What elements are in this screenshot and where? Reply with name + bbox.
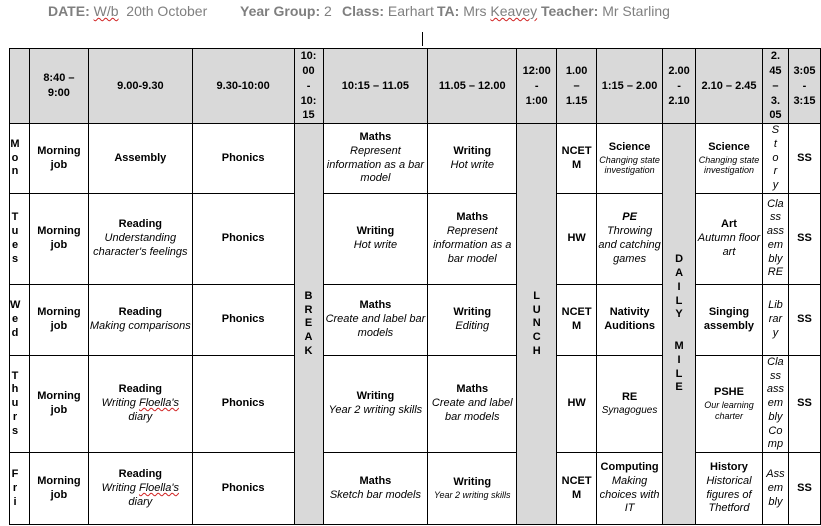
lesson-cell: RE Synagogues [597, 355, 663, 452]
date-field [48, 3, 207, 19]
afternoon-activity-cell: Cla ss ass em bly RE [762, 193, 788, 284]
timetable [9, 48, 821, 525]
time-header: 9.30-10:00 [192, 49, 294, 124]
day-label-monday: M o n [10, 124, 30, 194]
corner-cell [10, 49, 30, 124]
ta-title: Mrs [463, 3, 487, 19]
time-header: 12:00 - 1:00 [517, 49, 557, 124]
morning-job-cell: Morning job [29, 453, 88, 525]
ss-cell: SS [788, 453, 820, 525]
lesson-cell: Phonics [192, 193, 294, 284]
lesson-cell: PE Throwing and catching games [597, 193, 663, 284]
afternoon-activity-cell: S t o r y [762, 124, 788, 194]
afternoon-activity-cell: Cla ss ass em bly Co mp [762, 355, 788, 452]
class-value: Earhart [387, 3, 434, 19]
year-group-label: Year Group: [240, 3, 321, 19]
lesson-cell: Science Changing state investigation [696, 124, 763, 194]
lesson-cell: PSHE Our learning charter [696, 355, 763, 452]
teacher-value: Mr Starling [602, 3, 670, 19]
lesson-cell: Phonics [192, 284, 294, 355]
lesson-cell: Writing Editing [428, 284, 517, 355]
afternoon-activity-cell: Lib rar y [762, 284, 788, 355]
day-label-thursday: T h u r s [10, 355, 30, 452]
ss-cell: SS [788, 124, 820, 194]
time-header: 8:40 – 9:00 [29, 49, 88, 124]
lesson-cell: Computing Making choices with IT [597, 453, 663, 525]
lesson-cell: Reading Understanding character's feelings [88, 193, 192, 284]
lesson-cell: Writing Hot write [428, 124, 517, 194]
date-value: 20th October [126, 3, 208, 19]
lesson-cell: Phonics [192, 355, 294, 452]
lesson-cell: HW [557, 193, 597, 284]
day-row-wednesday [10, 284, 821, 355]
lesson-cell: HW [557, 355, 597, 452]
time-header: 9.00-9.30 [88, 49, 192, 124]
day-row-tuesday [10, 193, 821, 284]
day-label-wednesday: W e d [10, 284, 30, 355]
time-header: 11.05 – 12.00 [428, 49, 517, 124]
lesson-cell: Art Autumn floor art [696, 193, 763, 284]
time-header: 2.10 – 2.45 [696, 49, 763, 124]
day-row-monday [10, 124, 821, 194]
text-cursor [422, 32, 423, 46]
lesson-cell: Maths Sketch bar models [323, 453, 428, 525]
lesson-cell: Reading Writing Floella's diary [88, 453, 192, 525]
lesson-cell: Phonics [192, 453, 294, 525]
lesson-cell: Singing assembly [696, 284, 763, 355]
lesson-cell: Science Changing state investigation [597, 124, 663, 194]
lesson-cell: Nativity Auditions [597, 284, 663, 355]
lunch-column: L U N C H [517, 124, 557, 525]
day-label-friday: F r i [10, 453, 30, 525]
year-group-field [240, 3, 332, 19]
class-field [342, 3, 434, 19]
year-group-value: 2 [324, 3, 332, 19]
lesson-cell: Maths Represent information as a bar model [323, 124, 428, 194]
time-header: 1.00 – 1.15 [557, 49, 597, 124]
lesson-cell: Maths Represent information as a bar model [428, 193, 517, 284]
day-label-tuesday: T u e s [10, 193, 30, 284]
lesson-cell: Maths Create and label bar models [323, 284, 428, 355]
day-row-friday [10, 453, 821, 525]
time-header: 2. 45 – 3. 05 [762, 49, 788, 124]
lesson-cell: NCET M [557, 453, 597, 525]
ta-field [437, 3, 670, 19]
time-header: 3:05 - 3:15 [788, 49, 820, 124]
time-header-row [10, 49, 821, 124]
lesson-cell: Maths Create and label bar models [428, 355, 517, 452]
lesson-cell: NCET M [557, 284, 597, 355]
afternoon-activity-cell: Ass em bly [762, 453, 788, 525]
ss-cell: SS [788, 284, 820, 355]
morning-job-cell: Morning job [29, 193, 88, 284]
lesson-cell: Phonics [192, 124, 294, 194]
day-row-thursday [10, 355, 821, 452]
document-header [0, 0, 821, 24]
ta-name: Keavey [490, 3, 538, 19]
break-column: B R E A K [294, 124, 323, 525]
time-header: 10: 00 - 10: 15 [294, 49, 323, 124]
lesson-cell: Assembly [88, 124, 192, 194]
date-prefix: W/b [93, 3, 119, 19]
ta-label: TA: [437, 3, 460, 19]
time-header: 10:15 – 11.05 [323, 49, 428, 124]
class-label: Class: [342, 3, 385, 19]
daily-mile-column: D A I L Y M I L E [663, 124, 696, 525]
lesson-cell: Writing Hot write [323, 193, 428, 284]
lesson-cell: Reading Writing Floella's diary [88, 355, 192, 452]
lesson-cell: NCET M [557, 124, 597, 194]
morning-job-cell: Morning job [29, 124, 88, 194]
morning-job-cell: Morning job [29, 355, 88, 452]
lesson-cell: Reading Making comparisons [88, 284, 192, 355]
date-label: DATE: [48, 3, 90, 19]
lesson-cell: Writing Year 2 writing skills [323, 355, 428, 452]
ss-cell: SS [788, 355, 820, 452]
teacher-label: Teacher: [541, 3, 599, 19]
time-header: 1:15 – 2.00 [597, 49, 663, 124]
time-header: 2.00 - 2.10 [663, 49, 696, 124]
lesson-cell: Writing Year 2 writing skills [428, 453, 517, 525]
ss-cell: SS [788, 193, 820, 284]
morning-job-cell: Morning job [29, 284, 88, 355]
lesson-cell: History Historical figures of Thetford [696, 453, 763, 525]
